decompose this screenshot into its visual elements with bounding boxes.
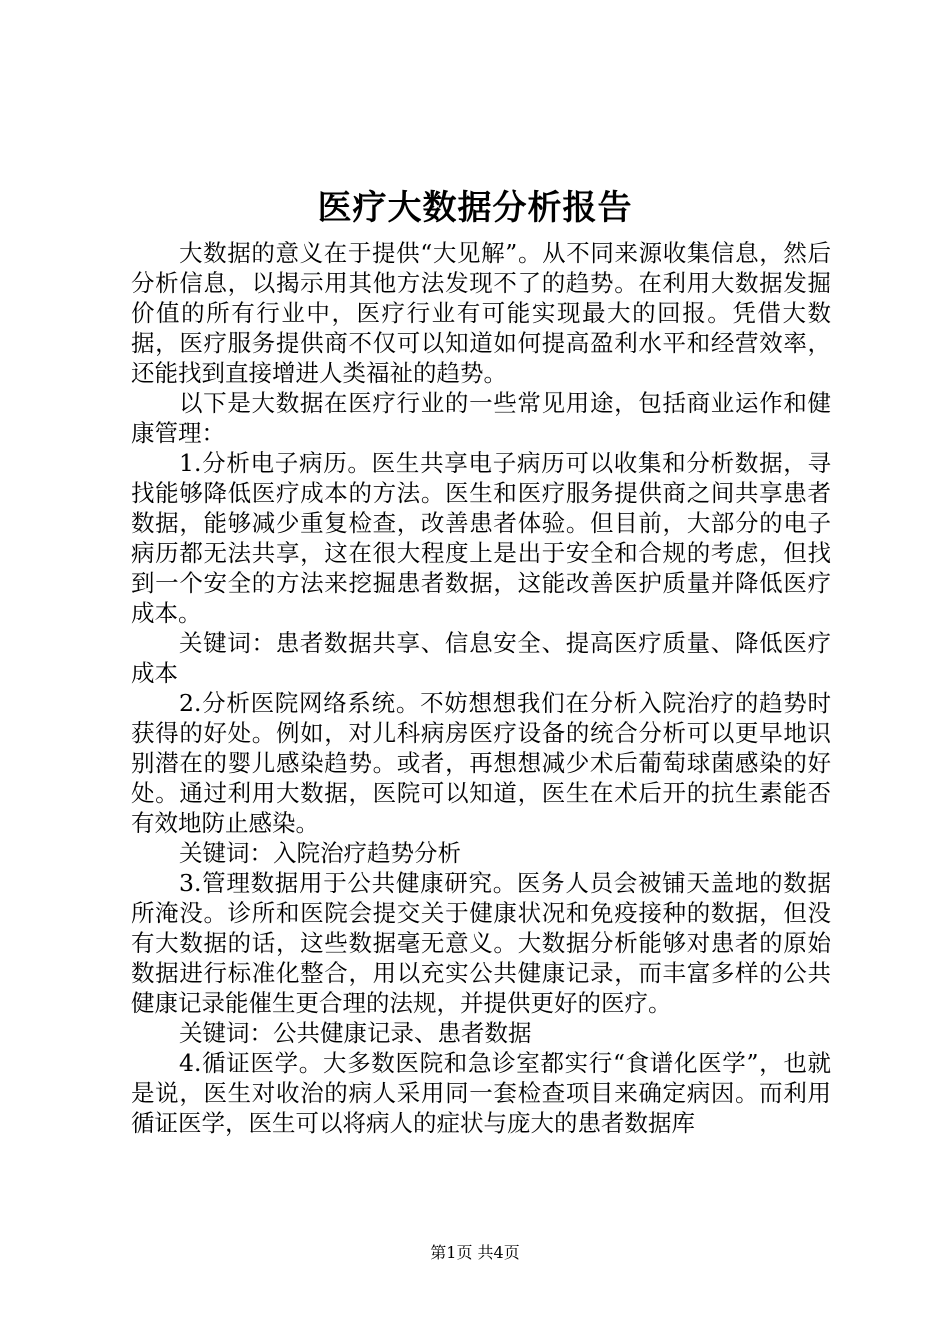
keywords-item-2: 关键词：入院治疗趋势分析 bbox=[179, 839, 461, 867]
paragraph-uses-intro: 以下是大数据在医疗行业的一些常见用途，包括商业运作和健康管理： bbox=[131, 389, 831, 447]
paragraph-intro: 大数据的意义在于提供“大见解”。从不同来源收集信息，然后分析信息，以揭示用其他方法发现不了的趋势。在利用大数据发掘价值的所有行业中，医疗行业有可能实现最大的回报。凭借大数据，医疗服务提供商不仅可以知道如何提高盈利水平和经营效率，还能找到直接增进人类福祉的趋势。 bbox=[131, 239, 831, 387]
paragraph-item-4: 4.循证医学。大多数医院和急诊室都实行“食谱化医学”，也就是说，医生对收治的病人采用同一套检查项目来确定病因。而利用循证医学，医生可以将病人的症状与庞大的患者数据库 bbox=[131, 1049, 831, 1137]
document-title: 医疗大数据分析报告 bbox=[317, 188, 633, 228]
paragraph-item-1: 1.分析电子病历。医生共享电子病历可以收集和分析数据，寻找能够降低医疗成本的方法。医生和医疗服务提供商之间共享患者数据，能够减少重复检查，改善患者体验。但目前，大部分的电子病历都无法共享，这在很大程度上是出于安全和合规的考虑，但找到一个安全的方法来挖掘患者数据，这能改善医护质量并降低医疗成本。 bbox=[131, 449, 831, 627]
paragraph-item-2: 2.分析医院网络系统。不妨想想我们在分析入院治疗的趋势时获得的好处。例如，对儿科病房医疗设备的统合分析可以更早地识别潜在的婴儿感染趋势。或者，再想想减少术后葡萄球菌感染的好处。通过利用大数据，医院可以知道，医生在术后开的抗生素能否有效地防止感染。 bbox=[131, 689, 831, 837]
page-number-footer: 第1页 共4页 bbox=[430, 1243, 520, 1262]
keywords-item-1: 关键词：患者数据共享、信息安全、提高医疗质量、降低医疗成本 bbox=[131, 629, 831, 687]
keywords-item-3: 关键词：公共健康记录、患者数据 bbox=[179, 1019, 532, 1047]
paragraph-item-3: 3.管理数据用于公共健康研究。医务人员会被铺天盖地的数据所淹没。诊所和医院会提交关于健康状况和免疫接种的数据，但没有大数据的话，这些数据毫无意义。大数据分析能够对患者的原始数据进行标准化整合，用以充实公共健康记录，而丰富多样的公共健康记录能催生更合理的法规，并提供更好的医疗。 bbox=[131, 869, 831, 1017]
document-body bbox=[131, 238, 831, 1138]
